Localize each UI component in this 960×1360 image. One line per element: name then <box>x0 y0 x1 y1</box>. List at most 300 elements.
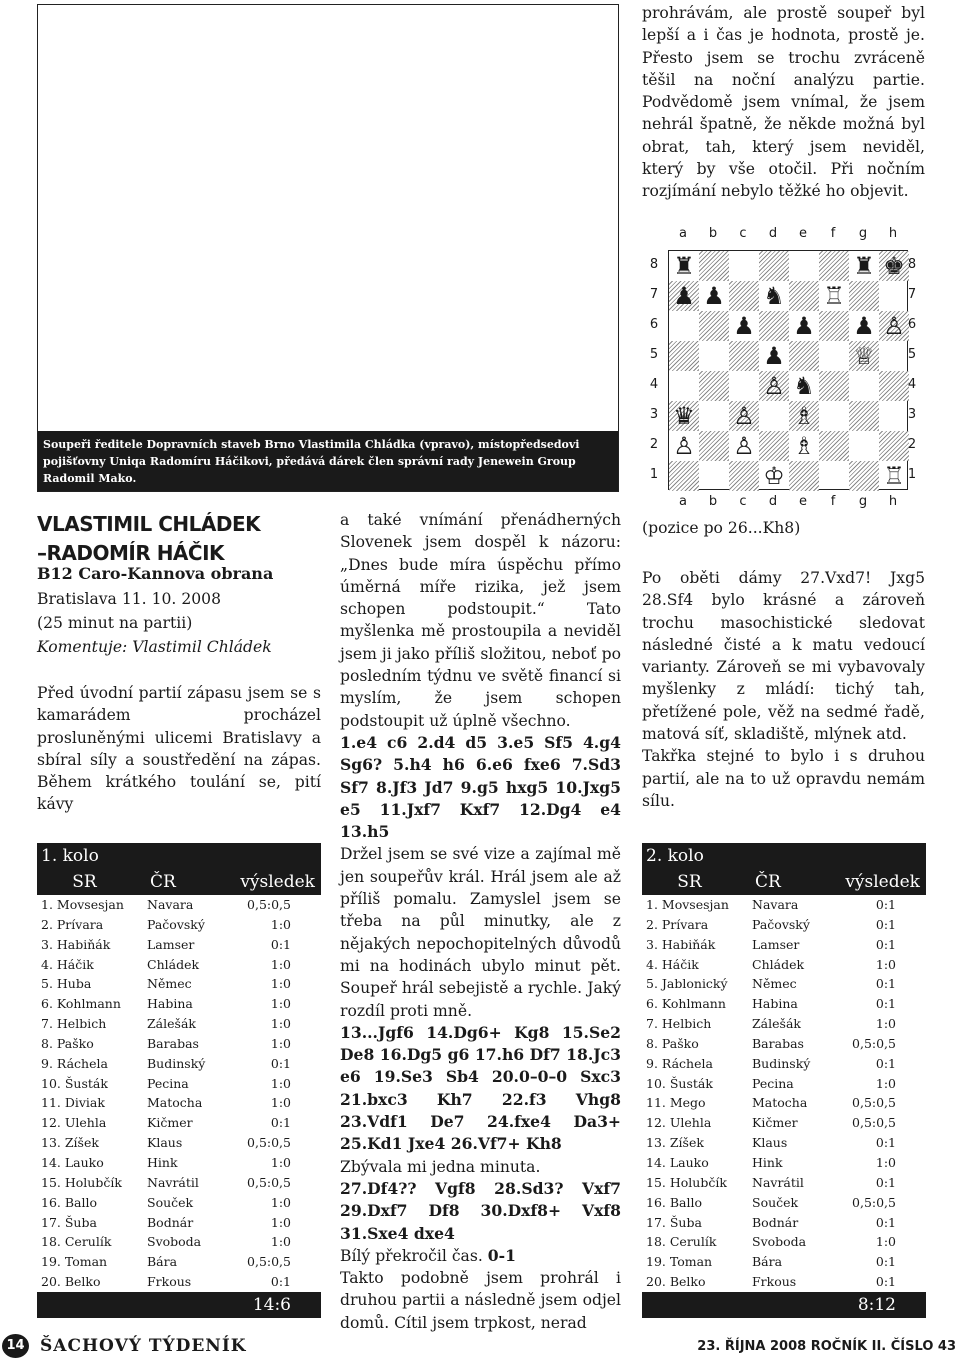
article-col1-text: Před úvodní partií zápasu jsem se s kamarádem procházel prosluněnými ulicemi Bratislavy a sbíral síly a soustředění na zápas. Během krátkého toulání se, pití kávy <box>37 684 321 814</box>
game-meta <box>37 587 321 659</box>
chess-piece: ♟ <box>763 342 785 370</box>
col2-result-text: Bílý překročil čas. <box>340 1246 483 1265</box>
table-row <box>642 974 926 994</box>
white-player: 9. Ráchela <box>41 1055 108 1071</box>
board-square <box>669 281 699 311</box>
chess-piece: ♞ <box>763 282 785 310</box>
result: 1:0 <box>270 976 291 992</box>
result: 1:0 <box>875 956 896 972</box>
black-player: Budinský <box>147 1055 206 1071</box>
table-row <box>642 1113 926 1133</box>
result: 0:1 <box>875 1055 896 1071</box>
file-label: f <box>830 226 836 241</box>
black-player: Habina <box>147 996 193 1012</box>
round1-total: 14:6 <box>37 1292 321 1318</box>
result: 1:0 <box>270 1016 291 1032</box>
rank-label: 8 <box>907 257 917 272</box>
rank-label: 3 <box>907 407 917 422</box>
chess-piece: ♖ <box>823 282 845 310</box>
table-row <box>37 1054 321 1074</box>
white-player: 10. Šusták <box>646 1075 713 1091</box>
result: 0:1 <box>875 976 896 992</box>
board-square <box>849 281 879 311</box>
col2-paragraph-d: Takto podobně jsem prohrál i druhou partii a následně jsem odjel domů. Cítil jsem trpkost, nerad <box>340 1269 621 1332</box>
files-bottom <box>668 494 908 509</box>
black-player: Navara <box>752 897 799 912</box>
col2-moves-c: 27.Df4?? Vgf8 28.Sd3? Vxf7 29.Dxf7 Df8 30.Dxf8+ Vxf8 31.Sxe4 dxe4 <box>340 1178 621 1243</box>
chess-piece: ♖ <box>883 462 905 490</box>
black-player: Hink <box>147 1154 178 1170</box>
white-player: 18. Cerulík <box>41 1234 112 1250</box>
chess-piece: ♟ <box>793 312 815 340</box>
white-player: 8. Paško <box>646 1035 699 1051</box>
board-square <box>669 371 699 401</box>
result: 0:1 <box>270 1055 291 1071</box>
chess-board <box>668 250 908 490</box>
file-label: a <box>679 494 687 509</box>
board-square <box>759 461 789 491</box>
article-col3-lower <box>642 567 925 812</box>
chess-piece: ♟ <box>703 282 725 310</box>
board-square <box>789 311 819 341</box>
result: 1:0 <box>875 1234 896 1250</box>
white-player: 20. Belko <box>646 1274 706 1290</box>
result: 1:0 <box>270 916 291 932</box>
board-square <box>729 281 759 311</box>
board-square <box>819 401 849 431</box>
round2-header <box>642 869 926 895</box>
col3-paragraph-a: prohrávám, ale prostě soupeř byl lepší a i čas je hodnota, prostě je. Přesto jsem se trochu zvráceně těšil na noční analýzu partie. Podvědomě jsem vnímal, že jsem nehrál špatně, že někde možná byl obrat, tah, který jsem neviděl, který by vše otočil. Při nočním rozjímání nebylo těžké ho objevit. <box>642 4 925 201</box>
rank-label: 4 <box>907 377 917 392</box>
col3-paragraph-b: Po oběti dámy 27.Vxd7! Jxg5 28.Sf4 bylo krásné a zároveň trochu masochistické sledovat následné čisté a k matu vedoucí varianty. Zároveň se mi vybavovaly myšlenky z mládí: tichý tah, přetížené pole, věž na sedmé řadě, matová síť, skladiště, mlýnek atd. <box>642 569 925 744</box>
white-player: 1. Movsesjan <box>646 897 729 912</box>
col2-paragraph-a: a také vnímání přenádherných Slovenek jsem dospěl k názoru: „Dnes bude míra úspěchu přímo úměrná míře rizika, jež jsem schopen podstoupit.“ Tato myšlenka mě prostoupila a neviděl jsem ji jako příliš složitou, neboť po posledním týdnu ve světě financí si myslím, že jsem schopen podstoupit už úplně všechno. <box>340 511 621 730</box>
position-label: (pozice po 26...Kh8) <box>642 519 801 537</box>
table-row <box>37 1232 321 1252</box>
board-square <box>699 431 729 461</box>
board-square <box>669 401 699 431</box>
white-player: 1. Movsesjan <box>41 897 124 912</box>
board-square <box>759 371 789 401</box>
table-row <box>642 1153 926 1173</box>
table-row <box>37 1014 321 1034</box>
rank-label: 4 <box>649 377 659 392</box>
board-square <box>759 311 789 341</box>
black-player: Bára <box>147 1254 178 1270</box>
board-square <box>789 461 819 491</box>
black-player: Souček <box>752 1194 799 1210</box>
board-square <box>819 461 849 491</box>
table-row <box>642 915 926 935</box>
round2-total: 8:12 <box>642 1292 926 1318</box>
result: 0:1 <box>875 936 896 952</box>
ranks-left <box>644 250 664 490</box>
table-row <box>37 935 321 955</box>
board-square <box>669 431 699 461</box>
rank-label: 7 <box>907 287 917 302</box>
chess-piece: ♙ <box>733 432 755 460</box>
chess-piece: ♙ <box>763 372 785 400</box>
white-player: 13. Zíšek <box>646 1135 704 1151</box>
board-square <box>729 371 759 401</box>
result: 0:1 <box>875 897 896 912</box>
rank-label: 1 <box>649 467 659 482</box>
round1-title: 1. kolo <box>37 843 321 869</box>
black-player: Pecina <box>752 1075 794 1091</box>
table-row <box>37 1093 321 1113</box>
board-square <box>729 341 759 371</box>
file-label: e <box>799 226 807 241</box>
board-square <box>699 341 729 371</box>
table-row <box>37 1153 321 1173</box>
black-player: Barabas <box>147 1035 199 1051</box>
rank-label: 6 <box>907 317 917 332</box>
black-player: Zálešák <box>147 1016 196 1032</box>
issue-info: 23. ŘÍJNA 2008 ROČNÍK II. ČÍSLO 43 <box>697 1339 956 1354</box>
table-row <box>642 1133 926 1153</box>
file-label: d <box>768 226 778 241</box>
table-row <box>642 1193 926 1213</box>
black-player: Němec <box>752 976 797 992</box>
white-player: 3. Habiňák <box>41 936 111 952</box>
file-label: h <box>888 494 898 509</box>
rank-label: 5 <box>907 347 917 362</box>
result: 0:1 <box>875 1174 896 1190</box>
black-player: Frkous <box>147 1274 192 1290</box>
black-player: Navara <box>147 897 194 912</box>
white-player: 2. Prívara <box>646 916 709 932</box>
result: 0:1 <box>270 936 291 952</box>
round2-header-result: výsledek <box>845 872 920 892</box>
black-player: Souček <box>147 1194 194 1210</box>
black-player: Navrátil <box>147 1174 199 1190</box>
board-square <box>819 251 849 281</box>
black-player: Němec <box>147 976 192 992</box>
board-square <box>849 251 879 281</box>
table-row <box>37 994 321 1014</box>
board-square <box>669 251 699 281</box>
chess-piece: ♙ <box>883 312 905 340</box>
table-row <box>642 1014 926 1034</box>
white-player: 13. Zíšek <box>41 1135 99 1151</box>
board-square <box>699 281 729 311</box>
place-date: Bratislava 11. 10. 2008 <box>37 590 222 608</box>
chess-piece: ♞ <box>793 372 815 400</box>
board-square <box>849 431 879 461</box>
black-player: Bára <box>752 1254 783 1270</box>
table-row <box>37 1272 321 1292</box>
col2-result-line <box>340 1245 621 1267</box>
black-player: Kičmer <box>147 1115 193 1131</box>
result: 0:1 <box>875 1274 896 1290</box>
result: 1:0 <box>875 1016 896 1032</box>
rank-label: 5 <box>649 347 659 362</box>
black-player: Habina <box>752 996 798 1012</box>
article-col2 <box>340 509 621 1334</box>
white-player: 20. Belko <box>41 1274 101 1290</box>
table-row <box>642 1054 926 1074</box>
board-square <box>759 431 789 461</box>
round2-header-cr: ČR <box>755 872 781 892</box>
chess-piece: ♜ <box>673 252 695 280</box>
file-label: c <box>739 226 747 241</box>
board-square <box>669 341 699 371</box>
chess-diagram <box>640 222 940 517</box>
page-number: 14 <box>2 1334 29 1358</box>
file-label: a <box>679 226 687 241</box>
table-row <box>37 974 321 994</box>
board-square <box>759 341 789 371</box>
white-player: 9. Ráchela <box>646 1055 713 1071</box>
board-square <box>759 401 789 431</box>
result: 0:1 <box>875 996 896 1012</box>
board-square <box>699 251 729 281</box>
black-player: Svoboda <box>147 1234 202 1250</box>
rank-label: 1 <box>907 467 917 482</box>
white-player: 11. Diviak <box>41 1095 105 1111</box>
black-player: Hink <box>752 1154 783 1170</box>
round1-header-sr: SR <box>72 872 97 892</box>
result: 0,5:0,5 <box>852 1194 896 1210</box>
white-player: 15. Holubčík <box>646 1174 727 1190</box>
white-player: 6. Kohlmann <box>41 996 121 1012</box>
photo-caption: Soupeři ředitele Dopravních staveb Brno Vlastimila Chládka (vpravo), místopředsedovi pojišťovny Uniqa Radomíru Háčikovi, předává dárek člen správní rady Jenewein Group Radomil Mako. <box>38 431 618 491</box>
black-player: Frkous <box>752 1274 797 1290</box>
result: 1:0 <box>270 956 291 972</box>
result: 0,5:0,5 <box>852 1035 896 1051</box>
white-player: 12. Ulehla <box>41 1115 107 1131</box>
white-player: 17. Šuba <box>646 1214 702 1230</box>
ranks-right <box>902 250 922 490</box>
col2-paragraph-c: Zbývala mi jedna minuta. <box>340 1157 541 1176</box>
board-square <box>729 311 759 341</box>
rank-label: 2 <box>649 437 659 452</box>
board-square <box>819 371 849 401</box>
white-player: 7. Helbich <box>41 1016 107 1032</box>
file-label: g <box>858 226 868 241</box>
board-square <box>819 431 849 461</box>
board-square <box>819 311 849 341</box>
result: 1:0 <box>270 1075 291 1091</box>
result: 0:1 <box>270 1274 291 1290</box>
white-player: 15. Holubčík <box>41 1174 122 1190</box>
black-player: Kičmer <box>752 1115 798 1131</box>
table-row <box>642 1252 926 1272</box>
white-player: 5. Huba <box>41 976 92 992</box>
black-player: Pačovský <box>147 916 205 932</box>
board-square <box>669 461 699 491</box>
board-square <box>849 371 879 401</box>
black-player: Bodnár <box>147 1214 194 1230</box>
white-player: 3. Habiňák <box>646 936 716 952</box>
round1-table <box>37 843 321 1318</box>
white-player: 7. Helbich <box>646 1016 712 1032</box>
table-row <box>642 1074 926 1094</box>
result: 1:0 <box>270 1194 291 1210</box>
board-square <box>699 461 729 491</box>
black-player: Matocha <box>752 1095 808 1111</box>
round1-rows <box>37 895 321 1292</box>
rank-label: 3 <box>649 407 659 422</box>
headline-white-player: VLASTIMIL CHLÁDEK <box>37 512 261 536</box>
board-square <box>759 251 789 281</box>
result: 1:0 <box>875 1075 896 1091</box>
col2-paragraph-b: Držel jsem se své vize a zajímal mě jen soupeřův král. Hrál jsem ale až příliš pomalu. Zamyslel jsem se třeba na půl minutky, ale z nějakých nepochopitelných důvodů mi na hodinách ubylo minut pět. Soupeř hrál sebejistě a rychle. Jaký rozdíl proti mně. <box>340 845 621 1020</box>
col2-moves-a: 1.e4 c6 2.d4 d5 3.e5 Sf5 4.g4 Sg6? 5.h4 h6 6.e6 fxe6 7.Sd3 Sf7 8.Jf3 Jd7 9.g5 hxg5 10.Jxg5 e5 11.Jxf7 Kxf7 12.Dg4 e4 13.h5 <box>340 732 621 842</box>
round2-title: 2. kolo <box>642 843 926 869</box>
white-player: 18. Cerulík <box>646 1234 717 1250</box>
chess-piece: ♗ <box>793 402 815 430</box>
result: 0:1 <box>875 1254 896 1270</box>
game-headline <box>37 510 260 568</box>
round2-table <box>642 843 926 1318</box>
board-square <box>849 341 879 371</box>
board-square <box>789 251 819 281</box>
chess-piece: ♙ <box>673 432 695 460</box>
black-player: Navrátil <box>752 1174 804 1190</box>
round1-header-cr: ČR <box>150 872 176 892</box>
board-square <box>699 371 729 401</box>
board-square <box>789 371 819 401</box>
black-player: Svoboda <box>752 1234 807 1250</box>
board-square <box>789 341 819 371</box>
table-row <box>642 1213 926 1233</box>
black-player: Matocha <box>147 1095 203 1111</box>
file-label: g <box>858 494 868 509</box>
white-player: 19. Toman <box>646 1254 713 1270</box>
black-player: Budinský <box>752 1055 811 1071</box>
result: 0:1 <box>875 1135 896 1151</box>
board-square <box>819 341 849 371</box>
table-row <box>642 994 926 1014</box>
chess-piece: ♔ <box>763 462 785 490</box>
article-photo <box>37 4 619 492</box>
result: 0,5:0,5 <box>852 1095 896 1111</box>
black-player: Zálešák <box>752 1016 801 1032</box>
result: 1:0 <box>270 996 291 1012</box>
round2-rows <box>642 895 926 1292</box>
board-square <box>699 311 729 341</box>
black-player: Barabas <box>752 1035 804 1051</box>
white-player: 16. Ballo <box>41 1194 98 1210</box>
table-row <box>642 1173 926 1193</box>
table-row <box>37 895 321 915</box>
result: 0,5:0,5 <box>247 1135 291 1151</box>
result: 1:0 <box>270 1214 291 1230</box>
round1-header <box>37 869 321 895</box>
rank-label: 2 <box>907 437 917 452</box>
chess-piece: ♚ <box>883 252 905 280</box>
col3-paragraph-c: Takřka stejné to bylo i s druhou partií, ale na to už opravdu nemám sílu. <box>642 747 925 810</box>
black-player: Bodnár <box>752 1214 799 1230</box>
file-label: b <box>708 494 718 509</box>
chess-piece: ♟ <box>853 312 875 340</box>
result: 0,5:0,5 <box>247 1254 291 1270</box>
col2-moves-b: 13...Jgf6 14.Dg6+ Kg8 15.Se2 De8 16.Dg5 g6 17.h6 Df7 18.Jc3 e6 19.Se3 Sb4 20.0–0–0 Sxc3 21.bxc3 Kh7 22.f3 Vhg8 23.Vdf1 De7 24.fxe4 Da3+ 25.Kd1 Jxe4 26.Vf7+ Kh8 <box>340 1022 621 1154</box>
result: 1:0 <box>270 1154 291 1170</box>
board-square <box>849 311 879 341</box>
white-player: 10. Šusták <box>41 1075 108 1091</box>
white-player: 6. Kohlmann <box>646 996 726 1012</box>
black-player: Lamser <box>147 936 195 952</box>
white-player: 14. Lauko <box>646 1154 709 1170</box>
white-player: 14. Lauko <box>41 1154 104 1170</box>
rank-label: 8 <box>649 257 659 272</box>
chess-piece: ♕ <box>853 342 875 370</box>
table-row <box>37 915 321 935</box>
table-row <box>642 895 926 915</box>
round1-header-result: výsledek <box>240 872 315 892</box>
result: 0,5:0,5 <box>852 1115 896 1131</box>
opening-name: B12 Caro-Kannova obrana <box>37 564 274 583</box>
black-player: Chládek <box>147 956 200 972</box>
file-label: f <box>830 494 836 509</box>
board-square <box>729 401 759 431</box>
result: 0,5:0,5 <box>247 1174 291 1190</box>
result: 0:1 <box>875 916 896 932</box>
black-player: Klaus <box>147 1135 183 1151</box>
white-player: 4. Háčik <box>646 956 699 972</box>
result: 0:1 <box>875 1214 896 1230</box>
chess-piece: ♜ <box>853 252 875 280</box>
board-square <box>699 401 729 431</box>
black-player: Pačovský <box>752 916 810 932</box>
chess-piece: ♟ <box>673 282 695 310</box>
table-row <box>37 1213 321 1233</box>
table-row <box>37 1193 321 1213</box>
table-row <box>37 1252 321 1272</box>
white-player: 8. Paško <box>41 1035 94 1051</box>
board-square <box>789 431 819 461</box>
rank-label: 7 <box>649 287 659 302</box>
board-square <box>729 251 759 281</box>
board-square <box>759 281 789 311</box>
board-square <box>789 401 819 431</box>
table-row <box>642 1232 926 1252</box>
table-row <box>37 955 321 975</box>
col2-result: 0-1 <box>487 1245 516 1265</box>
file-label: b <box>708 226 718 241</box>
result: 1:0 <box>270 1095 291 1111</box>
black-player: Chládek <box>752 956 805 972</box>
result: 1:0 <box>270 1035 291 1051</box>
files-top <box>668 226 908 241</box>
white-player: 4. Háčik <box>41 956 94 972</box>
board-square <box>789 281 819 311</box>
result: 0:1 <box>270 1115 291 1131</box>
rank-label: 6 <box>649 317 659 332</box>
commentator: Komentuje: Vlastimil Chládek <box>37 638 272 656</box>
magazine-title: ŠACHOVÝ TÝDENÍK <box>40 1336 247 1356</box>
board-square <box>729 461 759 491</box>
white-player: 2. Prívara <box>41 916 104 932</box>
chess-piece: ♟ <box>733 312 755 340</box>
chess-piece: ♙ <box>733 402 755 430</box>
board-square <box>729 431 759 461</box>
file-label: e <box>799 494 807 509</box>
board-square <box>669 311 699 341</box>
table-row <box>37 1173 321 1193</box>
board-square <box>849 461 879 491</box>
round2-header-sr: SR <box>677 872 702 892</box>
chess-piece: ♛ <box>673 402 695 430</box>
black-player: Klaus <box>752 1135 788 1151</box>
table-row <box>642 1093 926 1113</box>
file-label: d <box>768 494 778 509</box>
table-row <box>37 1074 321 1094</box>
white-player: 16. Ballo <box>646 1194 703 1210</box>
headline-black-player: –RADOMÍR HÁČIK <box>37 541 225 565</box>
